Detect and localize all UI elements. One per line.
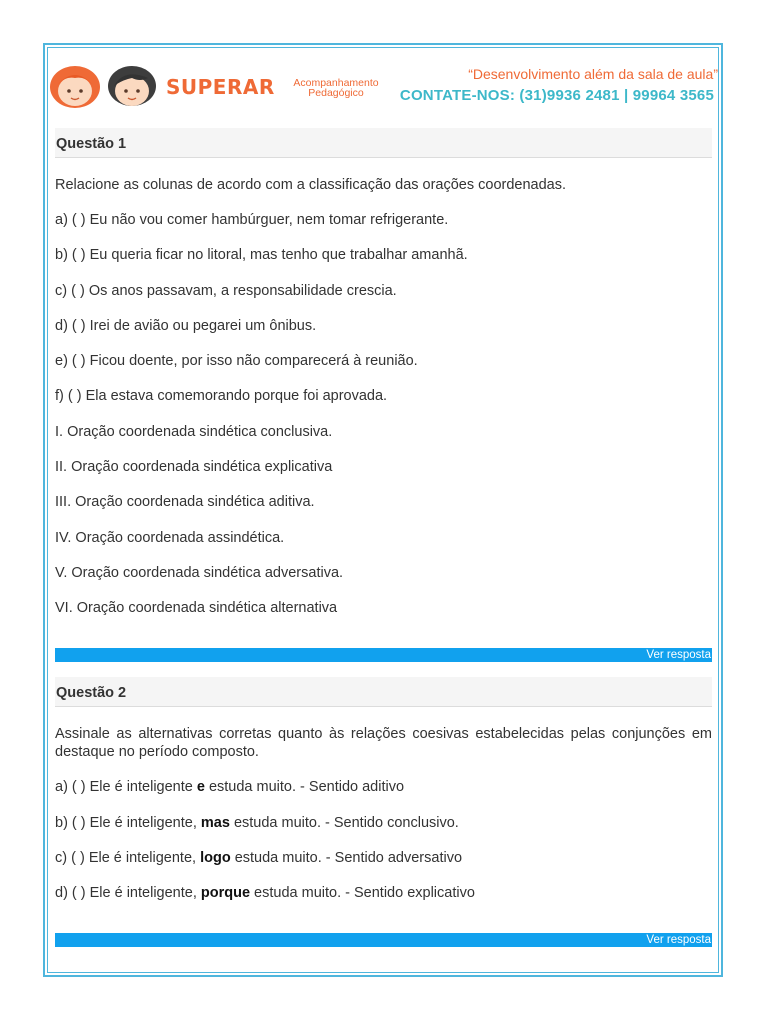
q2-item-a [55,779,712,795]
question-2-prompt: Assinale as alternativas corretas quanto às relações coesivas estabelecidas pelas conjunções em destaque no período composto. [55,726,712,760]
slogan: “Desenvolvimento além da sala de aula” [468,66,718,82]
contact-phones: CONTATE-NOS: (31)9936 2481 | 99964 3565 [399,87,714,104]
q2-item-c-text: c) ( ) Ele é inteligente, [55,850,201,866]
q2-item-a-text: a) ( ) Ele é inteligente [55,779,197,795]
q1-item-e: e) ( ) Ficou doente, por isso não comparecerá à reunião. [55,353,418,369]
q2-item-b-text: b) ( ) Ele é inteligente, [55,815,201,831]
q1-option-ii: II. Oração coordenada sindética explicativa [55,459,333,475]
question-2-header [55,677,712,707]
q2-item-d-conjunction: porque [200,885,251,901]
brand-tagline [286,78,386,98]
q2-answer-bar [55,933,712,947]
question-2-title: Questão 2 [56,685,127,701]
q1-item-c: c) ( ) Os anos passavam, a responsabilidade crescia. [55,283,397,299]
q2-item-a-meaning: estuda muito. - Sentido aditivo [204,779,405,795]
question-1-title: Questão 1 [56,136,127,152]
q2-item-d-meaning: estuda muito. - Sentido explicativo [250,885,475,901]
q2-item-d [55,885,712,901]
q2-item-d-text: d) ( ) Ele é inteligente, [55,885,201,901]
q1-answer-bar [55,648,712,662]
question-1-header [55,128,712,158]
logo [48,60,388,110]
q2-item-b [55,815,712,831]
q1-item-f: f) ( ) Ela estava comemorando porque foi aprovada. [55,388,388,404]
q1-option-iv: IV. Oração coordenada assindética. [55,530,285,546]
q2-show-answer-link[interactable]: Ver resposta [646,934,711,946]
q1-item-a: a) ( ) Eu não vou comer hambúrguer, nem tomar refrigerante. [55,212,449,228]
q1-option-i: I. Oração coordenada sindética conclusiva. [55,424,333,440]
kids-mascot-icon [48,60,158,110]
tagline-line-1: Acompanhamento [293,77,379,89]
header [48,58,718,114]
question-1-prompt: Relacione as colunas de acordo com a classificação das orações coordenadas. [55,177,567,193]
q2-item-b-meaning: estuda muito. - Sentido conclusivo. [229,815,459,831]
q2-item-c-conjunction: logo [200,850,231,866]
q1-item-b: b) ( ) Eu queria ficar no litoral, mas tenho que trabalhar amanhã. [55,247,468,263]
q2-item-c [55,850,712,866]
q1-option-v: V. Oração coordenada sindética adversativa. [55,565,344,581]
q1-item-d: d) ( ) Irei de avião ou pegarei um ônibus. [55,318,317,334]
q2-item-b-conjunction: mas [200,815,230,831]
q2-item-c-meaning: estuda muito. - Sentido adversativo [230,850,463,866]
q1-option-iii: III. Oração coordenada sindética aditiva. [55,494,315,510]
q1-option-vi: VI. Oração coordenada sindética alternativa [55,600,338,616]
q1-show-answer-link[interactable]: Ver resposta [646,649,711,661]
q2-item-a-conjunction: e [196,779,205,795]
tagline-line-2: Pedagógico [308,87,364,99]
brand-name: SUPERAR [166,75,275,99]
